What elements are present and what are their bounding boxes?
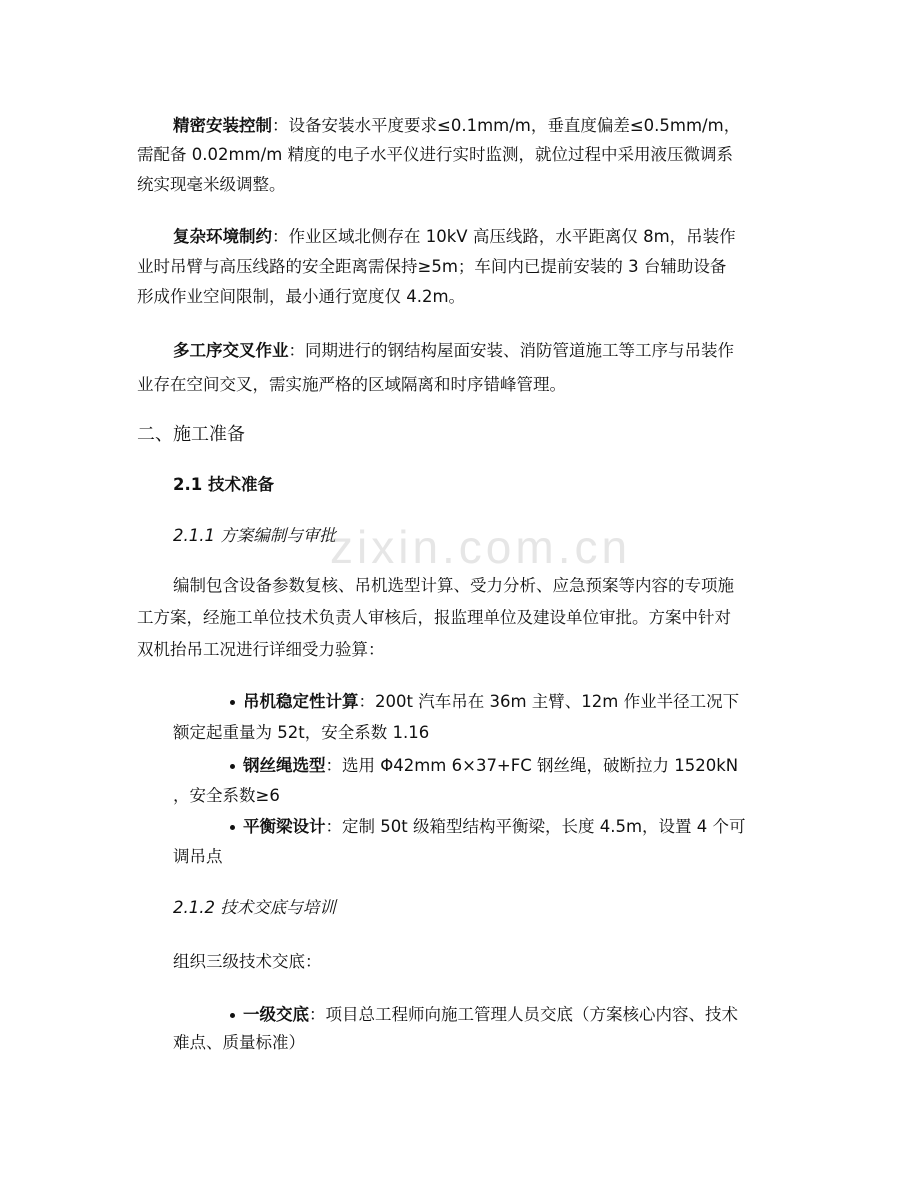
bullet-icon [230, 1013, 235, 1018]
bullet-line: 调吊点 [173, 847, 223, 866]
watermark: zixin.com.cn [330, 521, 632, 573]
paragraph-line: 统实现毫米级调整。 [137, 175, 286, 194]
bullet-icon [230, 700, 235, 705]
paragraph-line: 复杂环境制约：作业区域北侧存在 10kV 高压线路，水平距离仅 8m，吊装作 [173, 227, 736, 246]
paragraph-line: 业存在空间交叉，需实施严格的区域隔离和时序错峰管理。 [137, 375, 566, 394]
paragraph-line: 组织三级技术交底： [173, 952, 322, 971]
paragraph-line: 精密安装控制：设备安装水平度要求≤0.1mm/m，垂直度偏差≤0.5mm/m， [173, 116, 741, 135]
paragraph-line: 需配备 0.02mm/m 精度的电子水平仪进行实时监测，就位过程中采用液压微调系 [137, 145, 734, 164]
bullet-item: 钢丝绳选型：选用 Φ42mm 6×37+FC 钢丝绳，破断拉力 1520kN [243, 756, 739, 775]
bullet-icon [230, 825, 235, 830]
paragraph-line: 多工序交叉作业：同期进行的钢结构屋面安装、消防管道施工等工序与吊装作 [173, 341, 734, 360]
bullet-icon [230, 764, 235, 769]
paragraph-line: 工方案，经施工单位技术负责人审核后，报监理单位及建设单位审批。方案中针对 [137, 608, 731, 627]
bullet-item: 平衡梁设计：定制 50t 级箱型结构平衡梁，长度 4.5m，设置 4 个可 [243, 817, 746, 836]
subsection-heading: 2.1 技术准备 [173, 475, 274, 494]
section-heading: 二、施工准备 [137, 424, 245, 445]
subsubsection-heading: 2.1.2 技术交底与培训 [173, 898, 336, 917]
paragraph-line: 业时吊臂与高压线路的安全距离需保持≥5m；车间内已提前安装的 3 台辅助设备 [137, 257, 727, 276]
paragraph-line: 双机抬吊工况进行详细受力验算： [137, 640, 385, 659]
subsubsection-heading: 2.1.1 方案编制与审批 [173, 526, 336, 545]
bullet-item: 一级交底：项目总工程师向施工管理人员交底（方案核心内容、技术 [243, 1005, 738, 1024]
paragraph-line: 编制包含设备参数复核、吊机选型计算、受力分析、应急预案等内容的专项施 [173, 576, 734, 595]
bullet-line: ，安全系数≥6 [173, 786, 280, 805]
bullet-line: 额定起重量为 52t，安全系数 1.16 [173, 723, 430, 742]
paragraph-line: 形成作业空间限制，最小通行宽度仅 4.2m。 [137, 287, 466, 306]
bullet-item: 吊机稳定性计算：200t 汽车吊在 36m 主臂、12m 作业半径工况下 [243, 692, 740, 711]
bullet-line: 难点、质量标准） [173, 1033, 305, 1052]
